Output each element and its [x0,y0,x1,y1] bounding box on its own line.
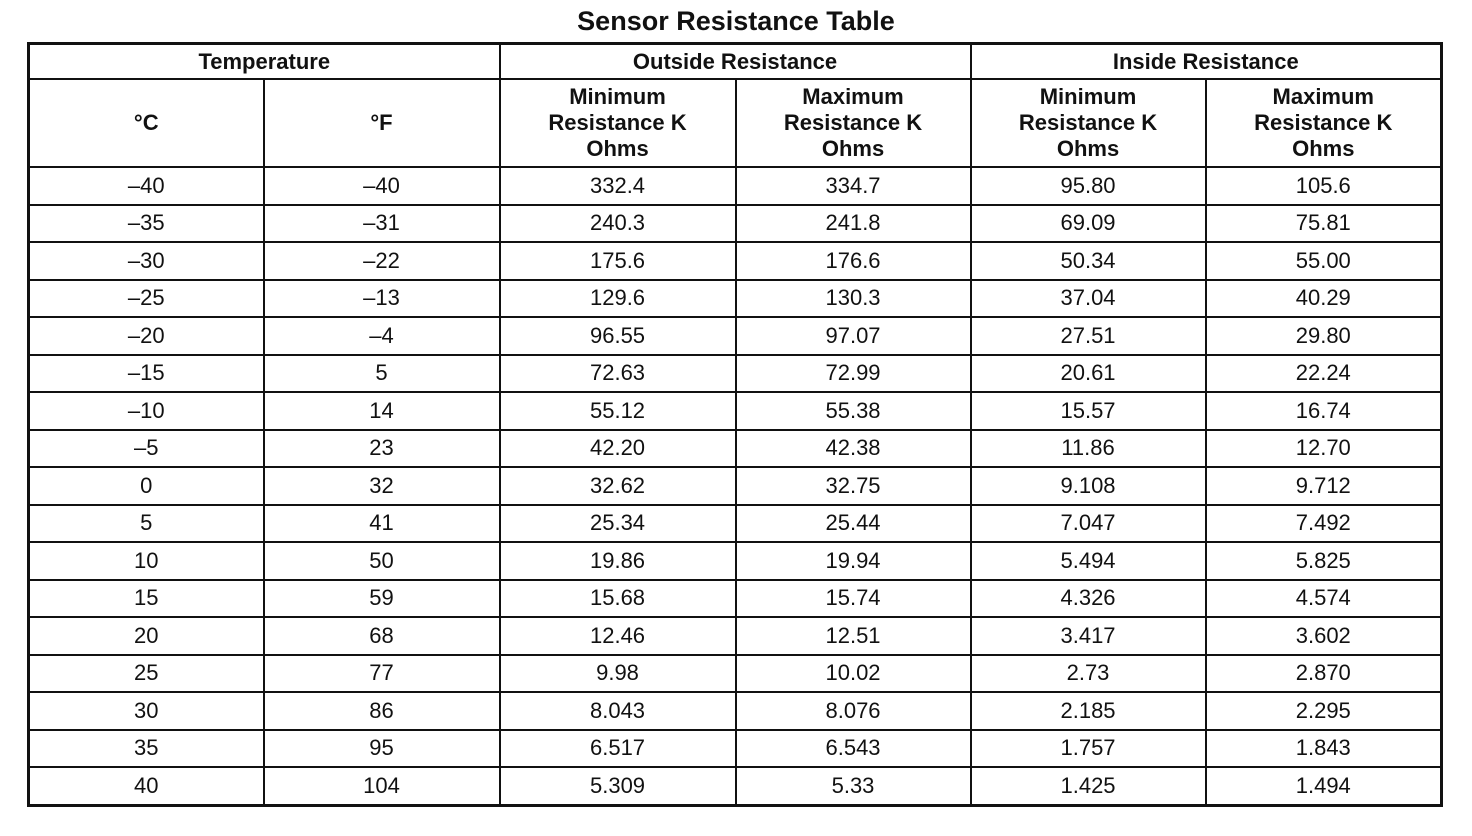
outside-min-cell: 6.517 [500,730,736,768]
header-line: Resistance K [548,110,687,135]
celsius-cell: –20 [29,317,264,355]
celsius-cell: 20 [29,617,264,655]
table-row [29,430,1442,468]
inside-resistance-group-header: Inside Resistance [971,44,1442,80]
table-row [29,692,1442,730]
inside-min-header [971,79,1206,167]
table-row [29,505,1442,543]
inside-max-cell: 7.492 [1206,505,1442,543]
column-header-row [29,79,1442,167]
header-line: Minimum [1039,84,1137,109]
fahrenheit-cell: –31 [264,205,500,243]
celsius-cell: 30 [29,692,264,730]
outside-max-cell: 10.02 [736,655,971,693]
celsius-cell: –40 [29,167,264,205]
outside-max-cell: 19.94 [736,542,971,580]
inside-max-cell: 5.825 [1206,542,1442,580]
inside-min-cell: 95.80 [971,167,1206,205]
inside-max-cell: 2.295 [1206,692,1442,730]
fahrenheit-cell: 77 [264,655,500,693]
inside-max-cell: 55.00 [1206,242,1442,280]
inside-max-cell: 40.29 [1206,280,1442,318]
outside-max-cell: 42.38 [736,430,971,468]
table-row [29,317,1442,355]
outside-min-cell: 175.6 [500,242,736,280]
outside-min-cell: 8.043 [500,692,736,730]
inside-min-cell: 3.417 [971,617,1206,655]
header-line: Ohms [586,136,649,161]
outside-min-cell: 25.34 [500,505,736,543]
header-line: Ohms [821,136,885,161]
fahrenheit-cell: 104 [264,767,500,805]
fahrenheit-header: °F [264,79,500,167]
inside-min-cell: 9.108 [971,467,1206,505]
outside-min-cell: 332.4 [500,167,736,205]
celsius-cell: 0 [29,467,264,505]
outside-max-header [736,79,971,167]
inside-min-cell: 15.57 [971,392,1206,430]
outside-min-cell: 12.46 [500,617,736,655]
celsius-cell: 10 [29,542,264,580]
header-line: Resistance K [783,110,923,135]
celsius-cell: –35 [29,205,264,243]
inside-min-cell: 20.61 [971,355,1206,393]
inside-max-header [1206,79,1442,167]
table-row [29,730,1442,768]
celsius-header: °C [29,79,264,167]
inside-min-cell: 1.757 [971,730,1206,768]
inside-min-cell: 11.86 [971,430,1206,468]
celsius-cell: 15 [29,580,264,618]
fahrenheit-cell: –22 [264,242,500,280]
table-row [29,617,1442,655]
outside-resistance-group-header: Outside Resistance [500,44,971,80]
table-row [29,355,1442,393]
inside-max-cell: 2.870 [1206,655,1442,693]
table-body [29,167,1442,805]
inside-min-cell: 1.425 [971,767,1206,805]
header-line: Maximum [802,84,904,109]
inside-max-cell: 1.494 [1206,767,1442,805]
table-row [29,542,1442,580]
outside-max-cell: 32.75 [736,467,971,505]
inside-max-cell: 105.6 [1206,167,1442,205]
inside-min-cell: 37.04 [971,280,1206,318]
outside-max-cell: 97.07 [736,317,971,355]
inside-max-cell: 9.712 [1206,467,1442,505]
fahrenheit-cell: 68 [264,617,500,655]
outside-min-cell: 42.20 [500,430,736,468]
outside-min-cell: 55.12 [500,392,736,430]
table-row [29,580,1442,618]
inside-max-cell: 16.74 [1206,392,1442,430]
table-row [29,655,1442,693]
table-title: Sensor Resistance Table [577,6,895,36]
outside-max-cell: 55.38 [736,392,971,430]
inside-min-cell: 7.047 [971,505,1206,543]
fahrenheit-cell: 14 [264,392,500,430]
fahrenheit-cell: –40 [264,167,500,205]
outside-max-cell: 25.44 [736,505,971,543]
inside-min-cell: 4.326 [971,580,1206,618]
celsius-cell: 35 [29,730,264,768]
fahrenheit-cell: 32 [264,467,500,505]
table-row [29,767,1442,805]
outside-max-cell: 130.3 [736,280,971,318]
fahrenheit-cell: 41 [264,505,500,543]
inside-max-cell: 22.24 [1206,355,1442,393]
inside-min-cell: 2.73 [971,655,1206,693]
inside-min-cell: 2.185 [971,692,1206,730]
inside-min-cell: 50.34 [971,242,1206,280]
header-line: Ohms [1056,136,1120,161]
celsius-cell: –10 [29,392,264,430]
fahrenheit-cell: 23 [264,430,500,468]
header-line: Resistance K [1254,110,1393,135]
fahrenheit-cell: –13 [264,280,500,318]
table-row [29,280,1442,318]
outside-min-cell: 72.63 [500,355,736,393]
fahrenheit-cell: 50 [264,542,500,580]
outside-min-cell: 5.309 [500,767,736,805]
table-row [29,205,1442,243]
inside-min-cell: 5.494 [971,542,1206,580]
inside-max-cell: 4.574 [1206,580,1442,618]
outside-max-cell: 241.8 [736,205,971,243]
celsius-cell: –15 [29,355,264,393]
celsius-cell: –5 [29,430,264,468]
outside-max-cell: 15.74 [736,580,971,618]
celsius-cell: –25 [29,280,264,318]
inside-max-cell: 3.602 [1206,617,1442,655]
outside-min-header [500,79,736,167]
fahrenheit-cell: 95 [264,730,500,768]
temperature-group-header: Temperature [29,44,500,80]
outside-min-cell: 129.6 [500,280,736,318]
fahrenheit-cell: –4 [264,317,500,355]
outside-max-cell: 8.076 [736,692,971,730]
header-line: Minimum [569,84,666,109]
outside-max-cell: 6.543 [736,730,971,768]
outside-max-cell: 334.7 [736,167,971,205]
fahrenheit-cell: 59 [264,580,500,618]
inside-min-cell: 27.51 [971,317,1206,355]
outside-min-cell: 96.55 [500,317,736,355]
header-line: Maximum [1272,84,1374,109]
table-row [29,392,1442,430]
inside-max-cell: 75.81 [1206,205,1442,243]
outside-min-cell: 19.86 [500,542,736,580]
celsius-cell: 40 [29,767,264,805]
fahrenheit-cell: 86 [264,692,500,730]
outside-min-cell: 15.68 [500,580,736,618]
fahrenheit-cell: 5 [264,355,500,393]
inside-min-cell: 69.09 [971,205,1206,243]
table-row [29,242,1442,280]
celsius-cell: –30 [29,242,264,280]
outside-min-cell: 240.3 [500,205,736,243]
outside-min-cell: 9.98 [500,655,736,693]
outside-max-cell: 176.6 [736,242,971,280]
outside-min-cell: 32.62 [500,467,736,505]
inside-max-cell: 12.70 [1206,430,1442,468]
header-line: Resistance K [1018,110,1158,135]
outside-max-cell: 72.99 [736,355,971,393]
outside-max-cell: 5.33 [736,767,971,805]
inside-max-cell: 1.843 [1206,730,1442,768]
celsius-cell: 25 [29,655,264,693]
celsius-cell: 5 [29,505,264,543]
sensor-resistance-table [27,42,1443,807]
group-header-row [29,44,1442,80]
inside-max-cell: 29.80 [1206,317,1442,355]
header-line: Ohms [1292,136,1355,161]
table-row [29,467,1442,505]
outside-max-cell: 12.51 [736,617,971,655]
table-row [29,167,1442,205]
